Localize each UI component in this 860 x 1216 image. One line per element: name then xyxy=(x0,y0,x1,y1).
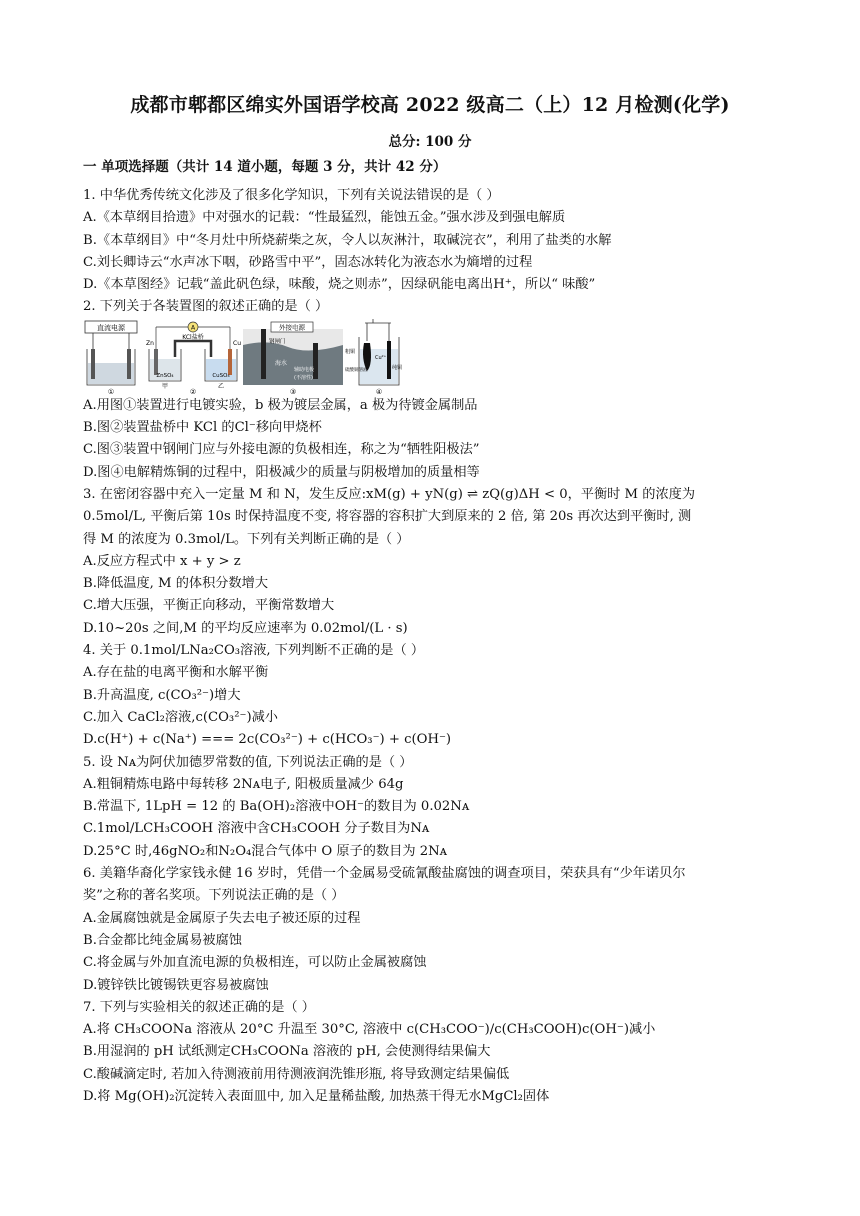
option-a: A.粗铜精炼电路中每转移 2Nᴀ电子, 阳极质量减少 64g xyxy=(83,776,404,792)
question-5 xyxy=(83,752,783,863)
f2-saltbridge-label: KCl盐桥 xyxy=(182,333,204,341)
f4-pure-copper-label: 纯铜 xyxy=(392,364,403,371)
question-6 xyxy=(83,863,783,997)
question-stem: 7. 下列与实验相关的叙述正确的是（ ） xyxy=(83,999,315,1015)
question-stem-cont: 奖”之称的著名奖项。下列说法正确的是（ ） xyxy=(83,888,345,904)
section-heading: 一 单项选择题（共计 14 道小题，每题 3 分，共计 42 分） xyxy=(83,159,447,175)
f2-solution-2: CuSO₄ xyxy=(212,372,230,379)
option-b: B.升高温度, c(CO₃²⁻)增大 xyxy=(83,687,241,703)
option-d: D.将 Mg(OH)₂沉淀转入表面皿中, 加入足量稀盐酸, 加热蒸干得无水MgCl₂固体 xyxy=(83,1088,550,1104)
question-1 xyxy=(83,185,783,296)
f3-gate-label: 钢闸门 xyxy=(269,338,286,345)
option-b: B.降低温度, M 的体积分数增大 xyxy=(83,576,269,592)
option-c: C.增大压强，平衡正向移动，平衡常数增大 xyxy=(83,598,335,614)
f2-jia-label: 甲 xyxy=(161,382,169,390)
option-d: D.《本草图经》记载“盖此矾色绿，味酸，烧之则赤”，因绿矾能电离出H⁺，所以“ 味酸” xyxy=(83,277,596,293)
question-4 xyxy=(83,640,783,751)
option-a: A.用图①装置进行电镀实验，b 极为镀层金属，a 极为待镀金属制品 xyxy=(83,397,478,413)
f2-zn-label: Zn xyxy=(146,339,154,347)
option-b: B.用湿润的 pH 试纸测定CH₃COONa 溶液的 pH, 会使测得结果偏大 xyxy=(83,1044,491,1060)
question-2 xyxy=(83,296,783,483)
option-d: D.10~20s 之间,M 的平均反应速率为 0.02mol/(L · s) xyxy=(83,620,408,636)
question-3 xyxy=(83,484,783,640)
f4-number: ④ xyxy=(375,387,383,395)
question-stem: 3. 在密闭容器中充入一定量 M 和 N，发生反应:xM(g) + yN(g) ⇌ zQ(g)ΔH < 0，平衡时 M 的浓度为 xyxy=(83,486,696,502)
f1-number: ① xyxy=(107,387,115,395)
figure-1-electroplating xyxy=(85,321,137,395)
f3-electrode-label: 辅助电极 xyxy=(294,366,315,373)
f4-solution-label: 硫酸铜溶液 xyxy=(345,367,368,373)
question-stem: 2. 下列关于各装置图的叙述正确的是（ ） xyxy=(83,299,329,315)
f2-number: ② xyxy=(189,387,197,395)
f2-cu-label: Cu xyxy=(233,339,241,347)
option-c: C.加入 CaCl₂溶液,c(CO₃²⁻)减小 xyxy=(83,709,278,725)
option-a: A.存在盐的电离平衡和水解平衡 xyxy=(83,665,269,681)
f3-sea-label: 海水 xyxy=(275,359,288,367)
apparatus-diagram xyxy=(83,319,403,395)
f3-number: ③ xyxy=(289,387,297,395)
page-title: 成都市郫都区绵实外国语学校高 2022 级高二（上）12 月检测(化学) xyxy=(130,94,730,116)
option-d: D.图④电解精炼铜的过程中，阳极减少的质量与阴极增加的质量相等 xyxy=(83,464,480,480)
question-stem: 5. 设 Nᴀ为阿伏加德罗常数的值, 下列说法正确的是（ ） xyxy=(83,754,413,770)
option-a: A.将 CH₃COONa 溶液从 20°C 升温至 30°C, 溶液中 c(CH₃COO⁻)/c(CH₃COOH)c(OH⁻)减小 xyxy=(83,1022,656,1038)
option-c: C.将金属与外加直流电源的负极相连，可以防止金属被腐蚀 xyxy=(83,955,427,971)
f4-ion-label: Cu²⁺ xyxy=(375,354,387,361)
question-list xyxy=(83,185,783,1108)
apparatus-figures xyxy=(83,319,783,395)
question-stem: 4. 关于 0.1mol/LNa₂CO₃溶液, 下列判断不正确的是（ ） xyxy=(83,643,425,659)
f1-power-label: 直流电源 xyxy=(97,323,125,332)
f2-ammeter-label: A xyxy=(190,324,196,332)
f2-yi-label: 乙 xyxy=(217,382,225,390)
f3-power-label: 外接电源 xyxy=(279,323,305,332)
option-a: A.《本草纲目拾遗》中对强水的记载：“性最猛烈，能蚀五金。”强水涉及到强电解质 xyxy=(83,210,566,226)
option-d: D.c(H⁺) + c(Na⁺) === 2c(CO₃²⁻) + c(HCO₃⁻) + c(OH⁻) xyxy=(83,732,452,748)
question-stem-cont: 得 M 的浓度为 0.3mol/L。下列有关判断正确的是（ ） xyxy=(83,531,410,547)
option-a: A.反应方程式中 x + y > z xyxy=(83,553,241,569)
figure-2-galvanic-cell xyxy=(146,322,241,395)
option-b: B.合金都比纯金属易被腐蚀 xyxy=(83,932,242,948)
option-b: B.图②装置盐桥中 KCl 的Cl⁻移向甲烧杯 xyxy=(83,420,322,436)
question-stem: 1. 中华优秀传统文化涉及了很多化学知识，下列有关说法错误的是（ ） xyxy=(83,188,500,203)
option-c: C.刘长卿诗云“水声冰下咽，砂路雪中平”，固态冰转化为液态水为熵增的过程 xyxy=(83,254,533,270)
question-7 xyxy=(83,997,783,1108)
option-a: A.金属腐蚀就是金属原子失去电子被还原的过程 xyxy=(83,910,361,926)
f3-note-label: (不溶性) xyxy=(294,374,313,381)
total-score: 总分: 100 分 xyxy=(388,134,472,150)
option-c: C.酸碱滴定时, 若加入待测液前用待测液润洗锥形瓶, 将导致测定结果偏低 xyxy=(83,1066,510,1082)
figure-4-copper-refining xyxy=(345,319,402,395)
figure-3-cathodic-protection xyxy=(243,322,343,395)
option-b: B.《本草纲目》中“冬月灶中所烧薪柴之灰，令人以灰淋汁，取碱浣衣”，利用了盐类的水解 xyxy=(83,232,612,248)
option-c: C.1mol/LCH₃COOH 溶液中含CH₃COOH 分子数目为Nᴀ xyxy=(83,821,430,837)
option-d: D.镀锌铁比镀锡铁更容易被腐蚀 xyxy=(83,977,269,993)
question-stem-cont: 0.5mol/L, 平衡后第 10s 时保持温度不变, 将容器的容积扩大到原来的 2 倍, 第 20s 再次达到平衡时, 测 xyxy=(83,509,692,525)
option-b: B.常温下, 1LpH = 12 的 Ba(OH)₂溶液中OH⁻的数目为 0.02Nᴀ xyxy=(83,799,470,815)
f4-crude-copper-label: 粗铜 xyxy=(345,348,356,355)
question-stem: 6. 美籍华裔化学家钱永健 16 岁时，凭借一个金属易受硫氰酸盐腐蚀的调查项目，荣获具有“少年诺贝尔 xyxy=(83,866,686,882)
option-c: C.图③装置中钢闸门应与外接电源的负极相连，称之为“牺牲阳极法” xyxy=(83,442,480,458)
option-d: D.25°C 时,46gNO₂和N₂O₄混合气体中 O 原子的数目为 2Nᴀ xyxy=(83,843,448,859)
f2-solution-1: ZnSO₄ xyxy=(156,372,174,379)
